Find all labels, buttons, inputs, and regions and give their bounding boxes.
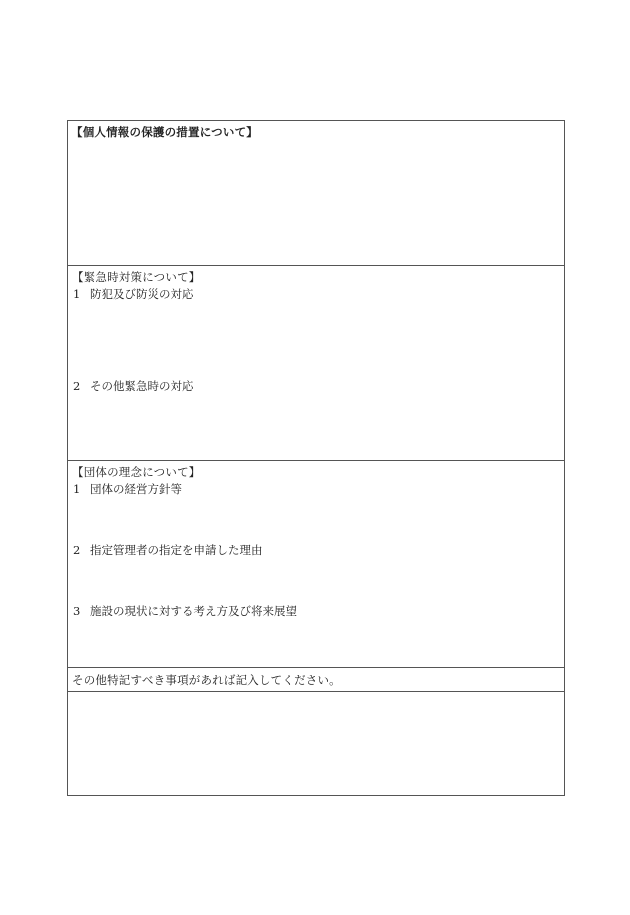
- emergency-section: [68, 266, 564, 461]
- item-label: 防犯及び防災の対応: [90, 287, 194, 301]
- item-label: 指定管理者の指定を申請した理由: [90, 543, 263, 557]
- privacy-heading: 【個人情報の保護の措置について】: [71, 125, 258, 139]
- item-label: 施設の現状に対する考え方及び将来展望: [90, 604, 297, 618]
- item-number: 3: [73, 604, 81, 618]
- item-number: 2: [73, 543, 81, 557]
- item-number: 1: [73, 287, 81, 301]
- philosophy-item: [73, 603, 297, 619]
- emergency-item: [73, 286, 194, 302]
- item-number: 1: [73, 482, 81, 496]
- other-remarks-label-row: [68, 668, 564, 692]
- philosophy-section: [68, 461, 564, 668]
- form-table: [67, 120, 565, 796]
- item-number: 2: [73, 379, 81, 393]
- philosophy-item: [73, 481, 182, 497]
- philosophy-heading: 【団体の理念について】: [72, 465, 201, 479]
- philosophy-item: [73, 542, 263, 558]
- other-remarks-label: その他特記すべき事項があれば記入してください。: [72, 673, 341, 687]
- emergency-heading: 【緊急時対策について】: [72, 270, 201, 284]
- privacy-section: [68, 121, 564, 266]
- item-label: その他緊急時の対応: [90, 379, 194, 393]
- item-label: 団体の経営方針等: [90, 482, 182, 496]
- other-remarks-field[interactable]: [68, 692, 564, 795]
- emergency-item: [73, 378, 194, 394]
